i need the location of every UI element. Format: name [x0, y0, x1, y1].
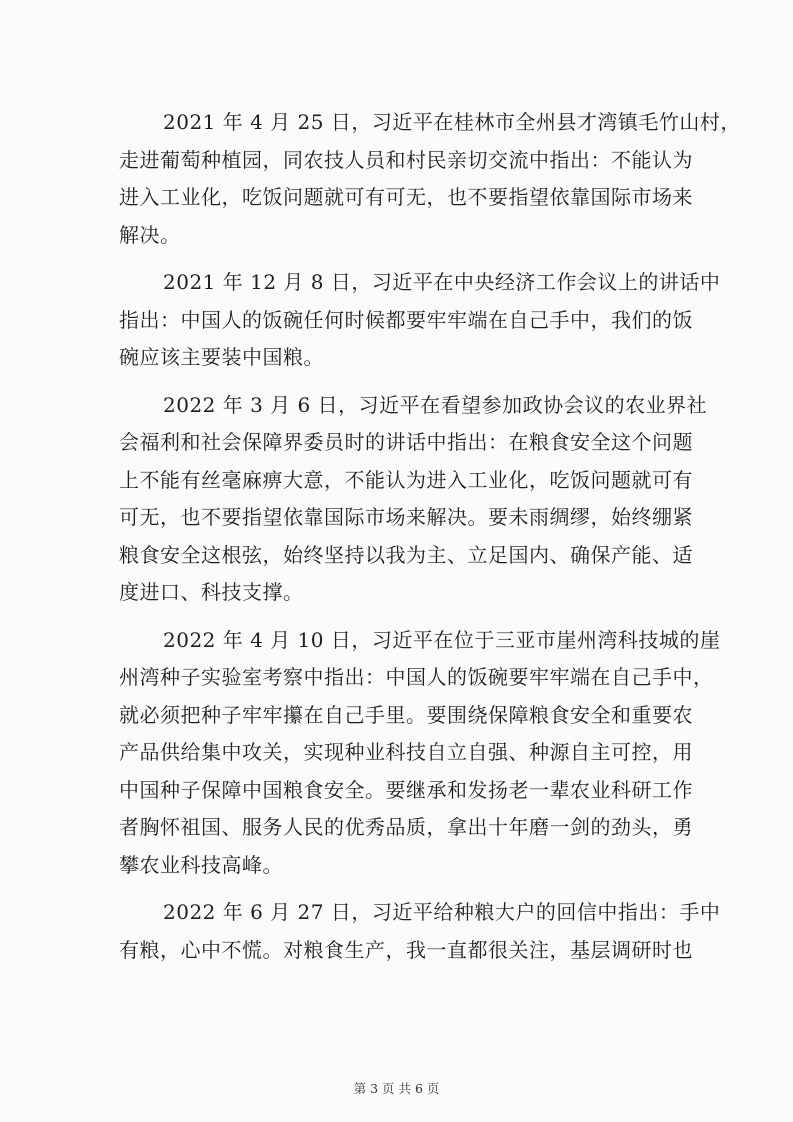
text-line: 2022 年 3 月 6 日，习近平在看望参加政协会议的农业界社 [163, 392, 708, 417]
text-line: 有粮，心中不慌。对粮食生产，我一直都很关注，基层调研时也 [119, 937, 693, 962]
paragraph-4 [119, 622, 721, 885]
text-line: 进入工业化，吃饭问题就可有可无，也不要指望依靠国际市场来 [119, 185, 693, 209]
document-body [119, 104, 741, 969]
text-line: 粮食安全这根弦，始终坚持以我为主、立足国内、确保产能、适 [119, 542, 693, 567]
text-line: 产品供给集中攻关，实现种业科技自立自强、种源自主可控，用 [119, 740, 693, 764]
paragraph-gap [119, 377, 689, 387]
paragraph-5 [119, 894, 721, 969]
page-number: 第 3 页 共 6 页 [353, 1081, 440, 1096]
text-line: 2022 年 6 月 27 日，习近平给种粮大户的回信中指出：手中 [163, 900, 721, 924]
text-line: 2021 年 4 月 25 日，习近平在桂林市全州县才湾镇毛竹山村， [163, 110, 741, 134]
text-line: 会福利和社会保障界委员时的讲话中指出：在粮食安全这个问题 [119, 430, 693, 454]
text-line: 上不能有丝毫麻痹大意，不能认为进入工业化，吃饭问题就可有 [119, 467, 693, 492]
text-line: 走进葡萄种植园，同农技人员和村民亲切交流中指出：不能认为 [119, 147, 693, 172]
text-line: 度进口、科技支撑。 [119, 580, 304, 604]
text-line: 解决。 [119, 222, 181, 247]
text-line: 可无，也不要指望依靠国际市场来解决。要未雨绸缪，始终绷紧 [119, 505, 693, 529]
text-line: 就必须把种子牢牢攥在自己手里。要围绕保障粮食安全和重要农 [119, 702, 693, 727]
text-line: 攀农业科技高峰。 [119, 852, 283, 877]
text-line: 者胸怀祖国、服务人民的优秀品质，拿出十年磨一剑的劲头，勇 [119, 815, 693, 839]
text-line: 州湾种子实验室考察中指出：中国人的饭碗要牢牢端在自己手中， [119, 665, 714, 689]
paragraph-gap [119, 612, 689, 622]
text-line: 2021 年 12 月 8 日，习近平在中央经济工作会议上的讲话中 [163, 270, 721, 294]
text-line: 碗应该主要装中国粮。 [119, 345, 324, 369]
paragraph-gap [119, 884, 689, 894]
paragraph-2 [119, 264, 721, 377]
paragraph-gap [119, 254, 689, 264]
text-line: 2022 年 4 月 10 日，习近平在位于三亚市崖州湾科技城的崖 [163, 627, 721, 652]
text-line: 中国种子保障中国粮食安全。要继承和发扬老一辈农业科研工作 [119, 777, 693, 802]
text-line: 指出：中国人的饭碗任何时候都要牢牢端在自己手中，我们的饭 [119, 307, 693, 332]
paragraph-1 [119, 104, 741, 254]
paragraph-3 [119, 387, 708, 612]
page-footer [0, 1079, 793, 1097]
